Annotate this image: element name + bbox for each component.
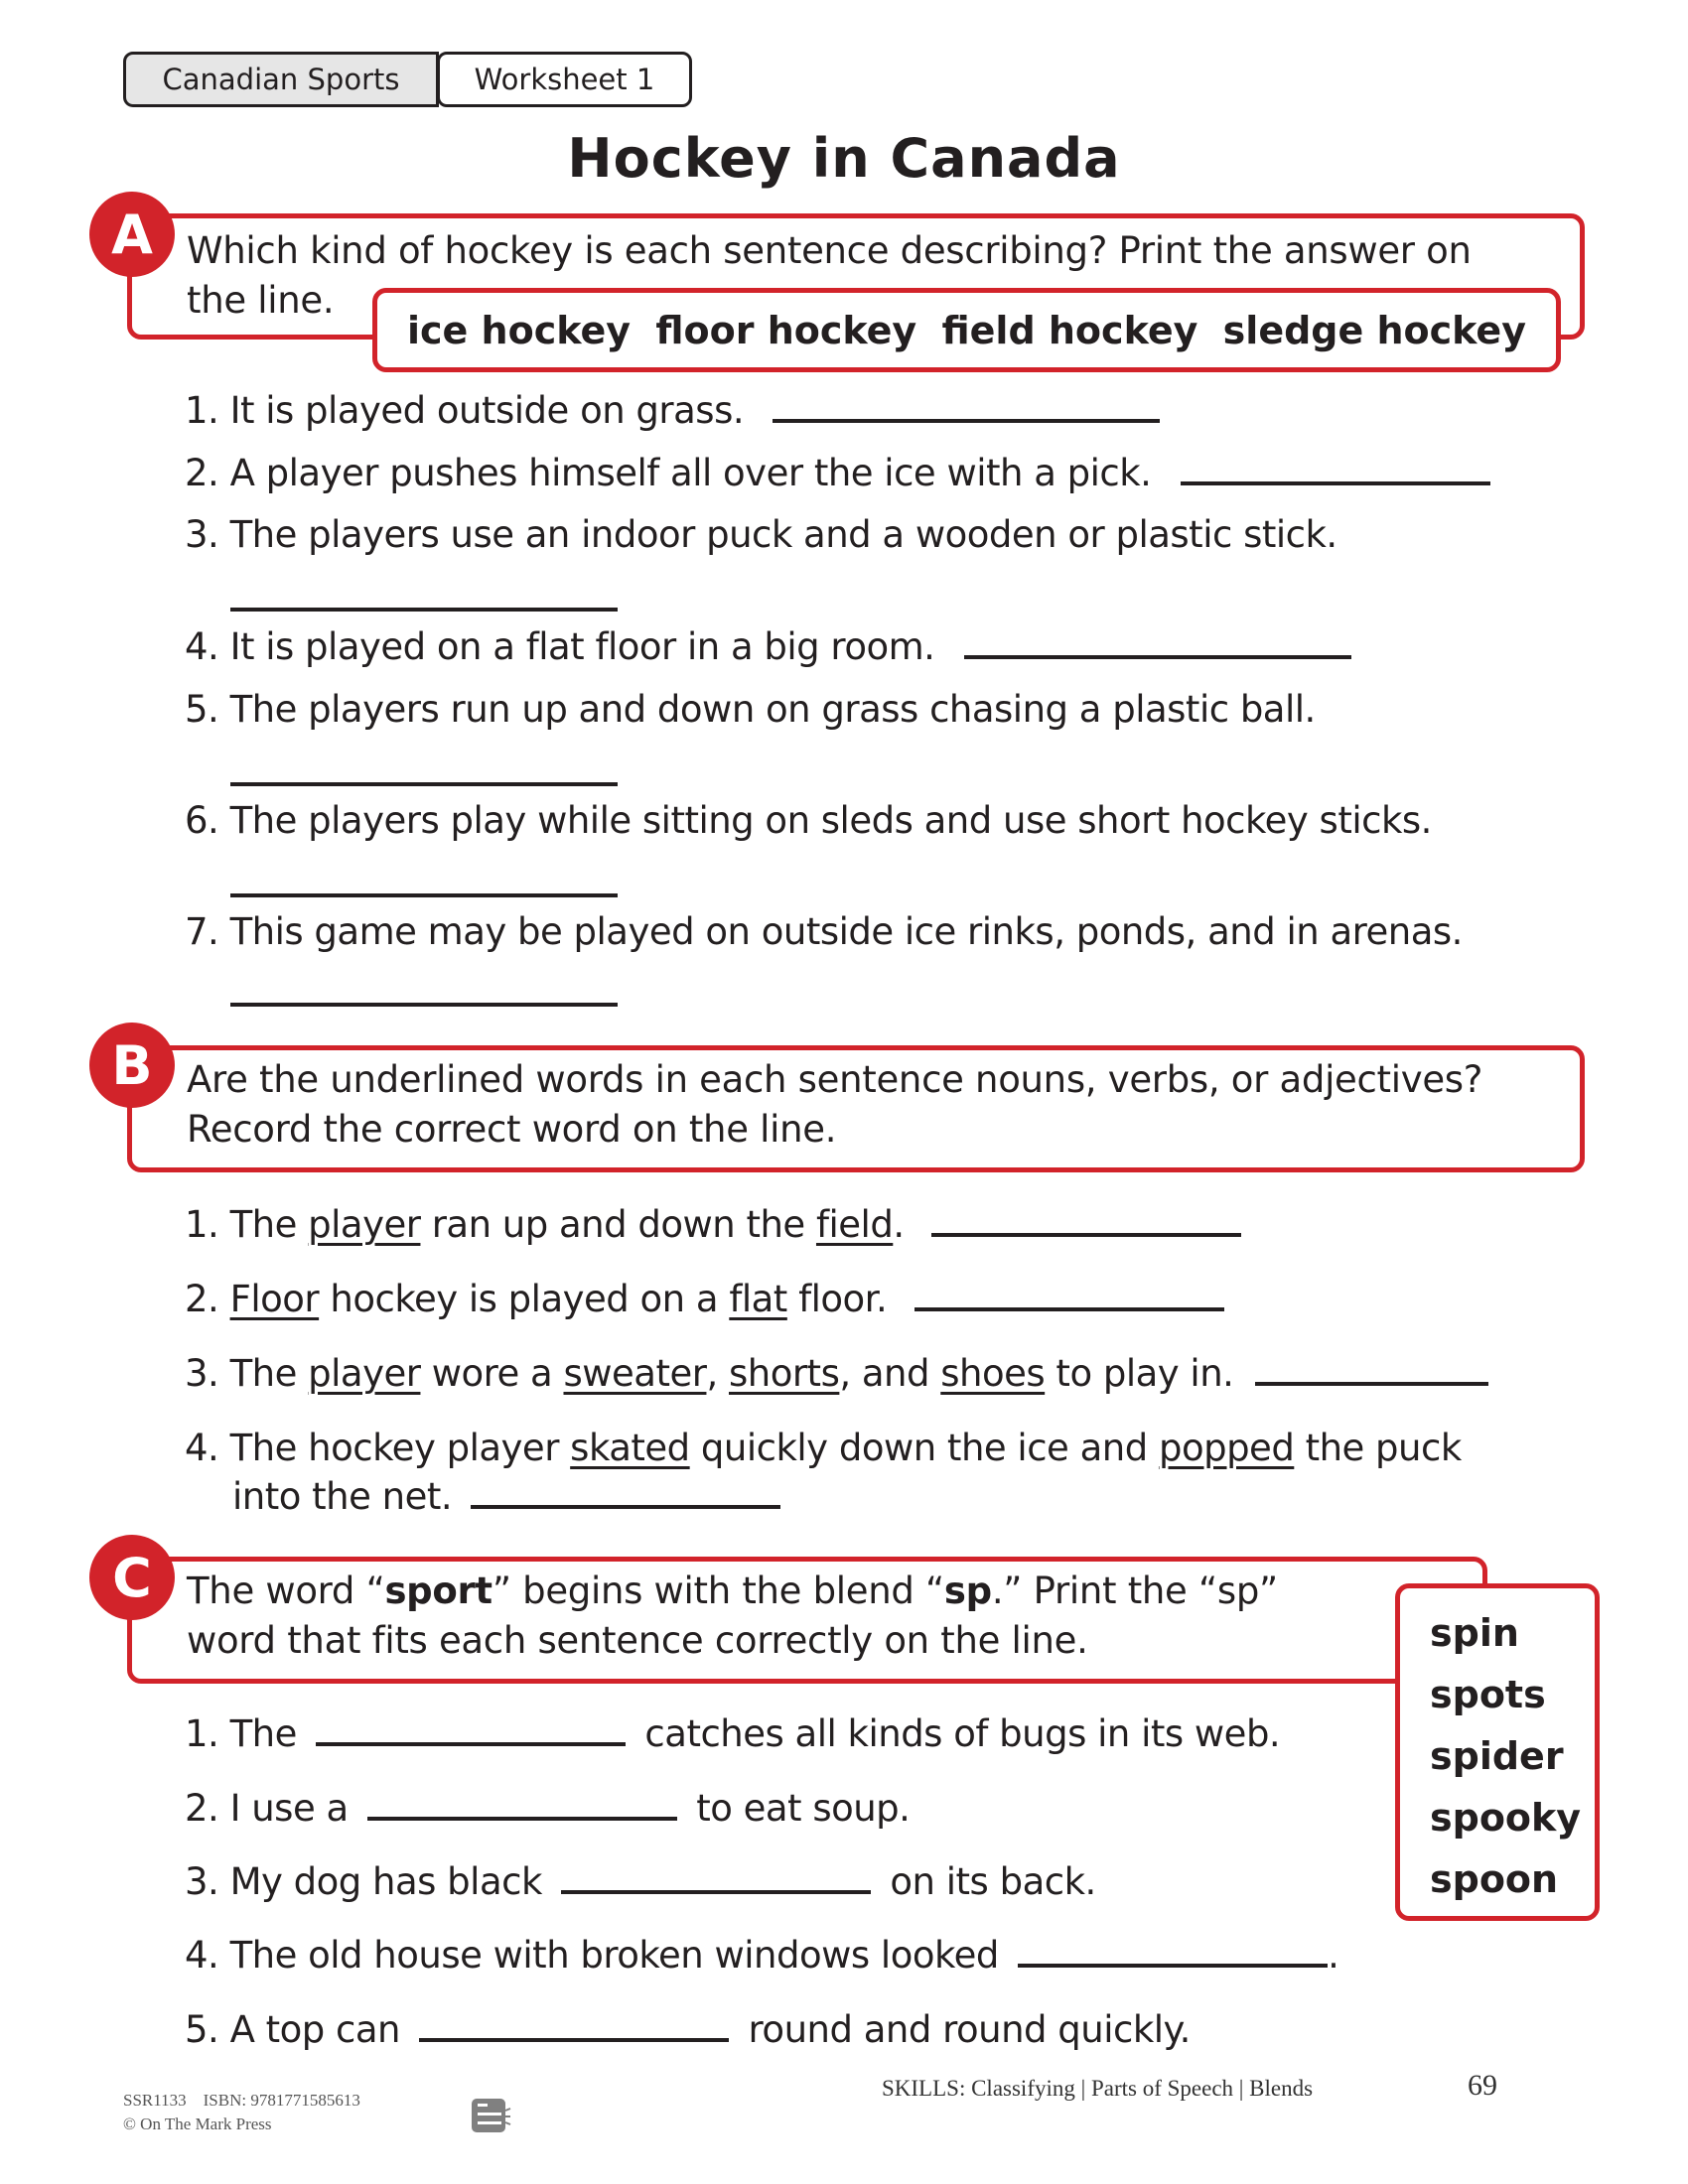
word-bank-item: spin: [1430, 1611, 1519, 1655]
footer-copyright: © On The Mark Press: [123, 2115, 272, 2133]
underlined-word: skated: [570, 1427, 690, 1469]
question-b3: 3. The player wore a sweater, shorts, and shoes to play in.: [185, 1352, 1488, 1395]
underlined-word: popped: [1158, 1427, 1295, 1469]
underlined-word: player: [308, 1352, 421, 1395]
word-bank-item: ice hockey: [407, 308, 632, 352]
answer-line[interactable]: [1181, 481, 1490, 485]
answer-line[interactable]: [419, 2038, 729, 2042]
answer-line[interactable]: [316, 1742, 626, 1746]
underlined-word: field: [815, 1203, 894, 1246]
word-bank-item: field hockey: [941, 308, 1198, 352]
underlined-word: sweater: [563, 1352, 707, 1395]
answer-line[interactable]: [964, 655, 1351, 659]
section-c-word-bank: [1395, 1583, 1600, 1921]
question-a3: 3. The players use an indoor puck and a wooden or plastic stick.: [185, 513, 1337, 556]
answer-line[interactable]: [1018, 1964, 1328, 1968]
answer-line[interactable]: [230, 893, 618, 897]
underlined-word: player: [308, 1203, 421, 1246]
question-c1: 1. The catches all kinds of bugs in its web.: [185, 1712, 1281, 1755]
answer-line[interactable]: [931, 1233, 1241, 1237]
answer-line[interactable]: [367, 1817, 677, 1821]
question-b4-continued: into the net.: [232, 1475, 780, 1518]
header-tabs: [123, 52, 692, 105]
section-c-instruction-line1: The word “sport” begins with the blend “sp.” Print the “sp”: [187, 1570, 1278, 1612]
section-c-badge: C: [89, 1535, 175, 1620]
word-bank-item: sledge hockey: [1222, 308, 1526, 352]
section-b-instruction-line1: Are the underlined words in each sentence nouns, verbs, or adjectives?: [187, 1058, 1483, 1101]
answer-line[interactable]: [230, 608, 618, 612]
question-c5: 5. A top can round and round quickly.: [185, 2008, 1191, 2051]
underlined-word: shorts: [728, 1352, 840, 1395]
question-b2: 2. Floor hockey is played on a flat floor.: [185, 1278, 1224, 1320]
question-a6: 6. The players play while sitting on sleds and use short hockey sticks.: [185, 799, 1432, 842]
question-c4: 4. The old house with broken windows looked .: [185, 1934, 1339, 1977]
answer-line[interactable]: [230, 1003, 618, 1007]
question-a5: 5. The players run up and down on grass chasing a plastic ball.: [185, 688, 1316, 731]
section-a-instruction-line2: the line.: [187, 279, 335, 322]
section-a-instruction-line1: Which kind of hockey is each sentence describing? Print the answer on: [187, 229, 1472, 272]
footer-skills: SKILLS: Classifying | Parts of Speech | Blends: [882, 2076, 1314, 2101]
section-a-badge: A: [89, 192, 175, 277]
section-c-instruction-line2: word that fits each sentence correctly on the line.: [187, 1619, 1088, 1662]
worksheet-icon: [470, 2097, 511, 2134]
answer-line[interactable]: [471, 1505, 780, 1509]
answer-line[interactable]: [230, 782, 618, 786]
answer-line[interactable]: [914, 1307, 1224, 1311]
worksheet-tab: Worksheet 1: [437, 52, 692, 107]
section-b-instruction-line2: Record the correct word on the line.: [187, 1108, 837, 1151]
section-a-word-bank: [372, 288, 1561, 372]
question-a1: 1. It is played outside on grass.: [185, 389, 1160, 432]
question-b1: 1. The player ran up and down the field.: [185, 1203, 1241, 1246]
word-bank-item: spooky: [1430, 1796, 1582, 1840]
question-b4: 4. The hockey player skated quickly down the ice and popped the puck: [185, 1427, 1462, 1469]
answer-line[interactable]: [561, 1890, 871, 1894]
answer-line[interactable]: [773, 419, 1160, 423]
word-bank-item: spoon: [1430, 1857, 1559, 1901]
unit-tab: Canadian Sports: [123, 52, 439, 107]
question-c2: 2. I use a to eat soup.: [185, 1787, 911, 1830]
answer-line[interactable]: [1255, 1382, 1488, 1386]
word-bank-item: spots: [1430, 1673, 1546, 1716]
underlined-word: flat: [729, 1278, 787, 1320]
section-b-badge: B: [89, 1023, 175, 1108]
word-bank-item: spider: [1430, 1734, 1564, 1778]
underlined-word: Floor: [229, 1278, 320, 1320]
footer-code-isbn: SSR1133 ISBN: 9781771585613: [123, 2091, 360, 2110]
page-title: Hockey in Canada: [567, 127, 1121, 190]
question-c3: 3. My dog has black on its back.: [185, 1860, 1096, 1903]
question-a2: 2. A player pushes himself all over the ice with a pick.: [185, 452, 1490, 494]
page-number: 69: [1468, 2069, 1497, 2102]
underlined-word: shoes: [940, 1352, 1046, 1395]
question-a7: 7. This game may be played on outside ice rinks, ponds, and in arenas.: [185, 910, 1463, 953]
word-bank-item: floor hockey: [655, 308, 917, 352]
question-a4: 4. It is played on a flat floor in a big room.: [185, 625, 1351, 668]
